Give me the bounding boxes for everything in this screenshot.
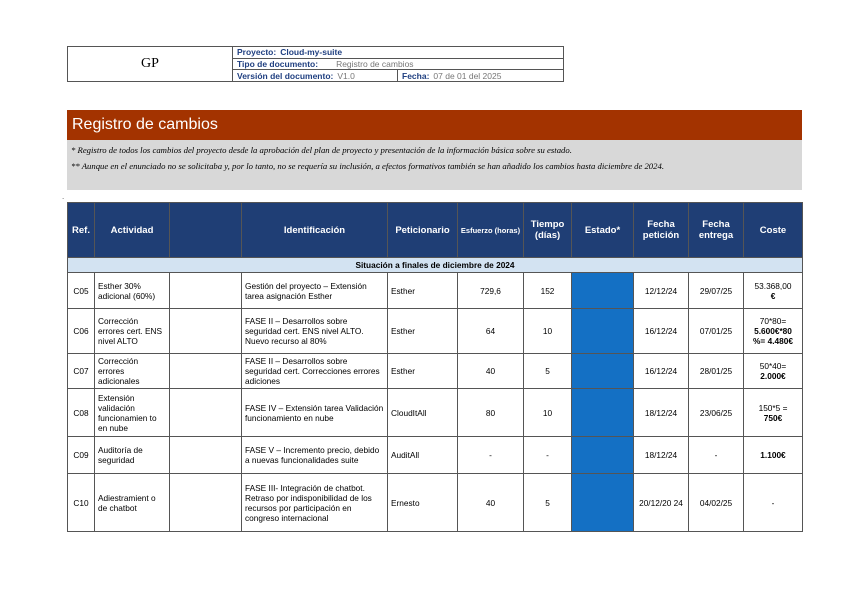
coste-line1: 70*80=: [759, 316, 787, 326]
cell-empty: [170, 273, 242, 309]
coste-line1: 50*40=: [759, 361, 787, 371]
col-tiempo: Tiempo (días): [524, 203, 572, 258]
col-esfuerzo: Esfuerzo (horas): [458, 203, 524, 258]
col-identificacion: Identificación: [242, 203, 388, 258]
cell-tiempo: -: [524, 437, 572, 474]
cell-actividad: Auditoría de seguridad: [95, 437, 170, 474]
doctype-key: Tipo de documento:: [237, 59, 319, 69]
coste-line1: 150*5 =: [758, 402, 788, 413]
col-estado: Estado*: [572, 203, 634, 258]
cell-coste: [744, 273, 803, 309]
version-key: Versión del documento:: [237, 70, 334, 81]
cell-actividad: Adiestramient o de chatbot: [95, 474, 170, 532]
cell-coste: [744, 354, 803, 389]
cell-fecha-peticion: 18/12/24: [634, 437, 689, 474]
coste-line2: €: [770, 290, 776, 301]
cell-ref: C08: [68, 389, 95, 437]
cell-identificacion: FASE III- Integración de chatbot. Retraso por indisponibilidad de los recursos por participación en congreso internacional: [242, 474, 388, 532]
cell-empty: [170, 309, 242, 354]
logo: GP: [68, 47, 233, 81]
note-2: ** Aunque en el enunciado no se solicitaba y, por lo tanto, no se requería su inclusión, a efectos formativos también se han añadido los cambios hasta diciembre de 2024.: [71, 161, 665, 171]
coste-line1: -: [771, 497, 775, 508]
cell-empty: [170, 474, 242, 532]
cell-esfuerzo: 729,6: [458, 273, 524, 309]
cell-estado: [572, 309, 634, 354]
section-row: [68, 258, 803, 273]
note-1: * Registro de todos los cambios del proyecto desde la aprobación del plan de proyecto y presentación de la información básica sobre su estado.: [71, 145, 572, 155]
changes-table: [67, 202, 803, 532]
cell-ref: C10: [68, 474, 95, 532]
cell-estado: [572, 474, 634, 532]
cell-empty: [170, 354, 242, 389]
cell-peticionario: Ernesto: [388, 474, 458, 532]
cell-empty: [170, 437, 242, 474]
cell-fecha-peticion: 20/12/20 24: [634, 474, 689, 532]
cell-peticionario: Esther: [388, 273, 458, 309]
cell-esfuerzo: 80: [458, 389, 524, 437]
cell-actividad: Extensión validación funcionamien to en nube: [95, 389, 170, 437]
cell-coste: [744, 474, 803, 532]
col-fecha-peticion: Fecha petición: [634, 203, 689, 258]
cell-peticionario: AuditAll: [388, 437, 458, 474]
cell-fecha-entrega: 28/01/25: [689, 354, 744, 389]
date-value: 07 de 01 del 2025: [433, 70, 502, 81]
page-title: Registro de cambios: [67, 110, 802, 140]
cell-ref: C07: [68, 354, 95, 389]
date-key: Fecha:: [402, 70, 430, 81]
coste-line2: 5.600€*80 %= 4.480€: [753, 326, 793, 346]
cell-actividad: Corrección errores cert. ENS nivel ALTO: [95, 309, 170, 354]
cell-identificacion: FASE II – Desarrollos sobre seguridad cert. ENS nivel ALTO. Nuevo recurso al 80%: [242, 309, 388, 354]
version-value: V1.0: [337, 70, 355, 81]
cell-fecha-entrega: -: [689, 437, 744, 474]
project-key: Proyecto:: [237, 47, 277, 58]
cell-tiempo: 5: [524, 474, 572, 532]
section-label: Situación a finales de diciembre de 2024: [68, 258, 803, 273]
cell-fecha-entrega: 04/02/25: [689, 474, 744, 532]
cell-peticionario: Esther: [388, 354, 458, 389]
cell-tiempo: 152: [524, 273, 572, 309]
version-row: [233, 70, 563, 81]
cell-fecha-entrega: 29/07/25: [689, 273, 744, 309]
table-row: [68, 389, 803, 437]
table-row: [68, 354, 803, 389]
coste-line2: 2.000€: [760, 371, 786, 381]
table-header-row: [68, 203, 803, 258]
col-peticionario: Peticionario: [388, 203, 458, 258]
cell-actividad: Corrección errores adicionales: [95, 354, 170, 389]
cell-fecha-peticion: 18/12/24: [634, 389, 689, 437]
cell-identificacion: Gestión del proyecto – Extensión tarea asignación Esther: [242, 273, 388, 309]
cell-fecha-entrega: 23/06/25: [689, 389, 744, 437]
col-ref: Ref.: [68, 203, 95, 258]
cell-tiempo: 10: [524, 389, 572, 437]
col-fecha-entrega: Fecha entrega: [689, 203, 744, 258]
cell-tiempo: 5: [524, 354, 572, 389]
cell-coste: [744, 309, 803, 354]
project-value: Cloud-my-suite: [280, 47, 343, 58]
cell-ref: C06: [68, 309, 95, 354]
cell-identificacion: FASE II – Desarrollos sobre seguridad cert. Correcciones errores adiciones: [242, 354, 388, 389]
cell-esfuerzo: 40: [458, 474, 524, 532]
cell-identificacion: FASE V – Incremento precio, debido a nuevas funcionalidades suite: [242, 437, 388, 474]
cell-peticionario: CloudItAll: [388, 389, 458, 437]
coste-line1: 1.100€: [760, 450, 786, 460]
doctype-value: Registro de cambios: [336, 59, 414, 69]
cell-fecha-entrega: 07/01/25: [689, 309, 744, 354]
header-meta: [233, 47, 563, 81]
document-header: [67, 46, 564, 82]
project-row: [233, 47, 563, 59]
date-cell: [398, 70, 501, 81]
col-actividad: Actividad: [95, 203, 170, 258]
cell-estado: [572, 437, 634, 474]
cell-estado: [572, 273, 634, 309]
cell-ref: C09: [68, 437, 95, 474]
table-row: [68, 309, 803, 354]
cell-coste: [744, 389, 803, 437]
cell-esfuerzo: 40: [458, 354, 524, 389]
cell-fecha-peticion: 16/12/24: [634, 309, 689, 354]
cell-fecha-peticion: 12/12/24: [634, 273, 689, 309]
table-row: [68, 474, 803, 532]
col-coste: Coste: [744, 203, 803, 258]
notes-box: [67, 140, 802, 190]
table-row: [68, 273, 803, 309]
cell-tiempo: 10: [524, 309, 572, 354]
cell-estado: [572, 389, 634, 437]
cell-estado: [572, 354, 634, 389]
cell-coste: [744, 437, 803, 474]
coste-line2: 750€: [763, 412, 783, 423]
cell-ref: C05: [68, 273, 95, 309]
cell-esfuerzo: -: [458, 437, 524, 474]
doctype-row: [233, 59, 563, 71]
cell-fecha-peticion: 16/12/24: [634, 354, 689, 389]
col-empty: [170, 203, 242, 258]
cell-esfuerzo: 64: [458, 309, 524, 354]
cell-actividad: Esther 30% adicional (60%): [95, 273, 170, 309]
cell-peticionario: Esther: [388, 309, 458, 354]
coste-line1: 53.368,00: [754, 280, 792, 291]
version-cell: [233, 70, 398, 81]
cell-identificacion: FASE IV – Extensión tarea Validación funcionamiento en nube: [242, 389, 388, 437]
cell-empty: [170, 389, 242, 437]
stray-dot: .: [62, 192, 65, 201]
table-row: [68, 437, 803, 474]
